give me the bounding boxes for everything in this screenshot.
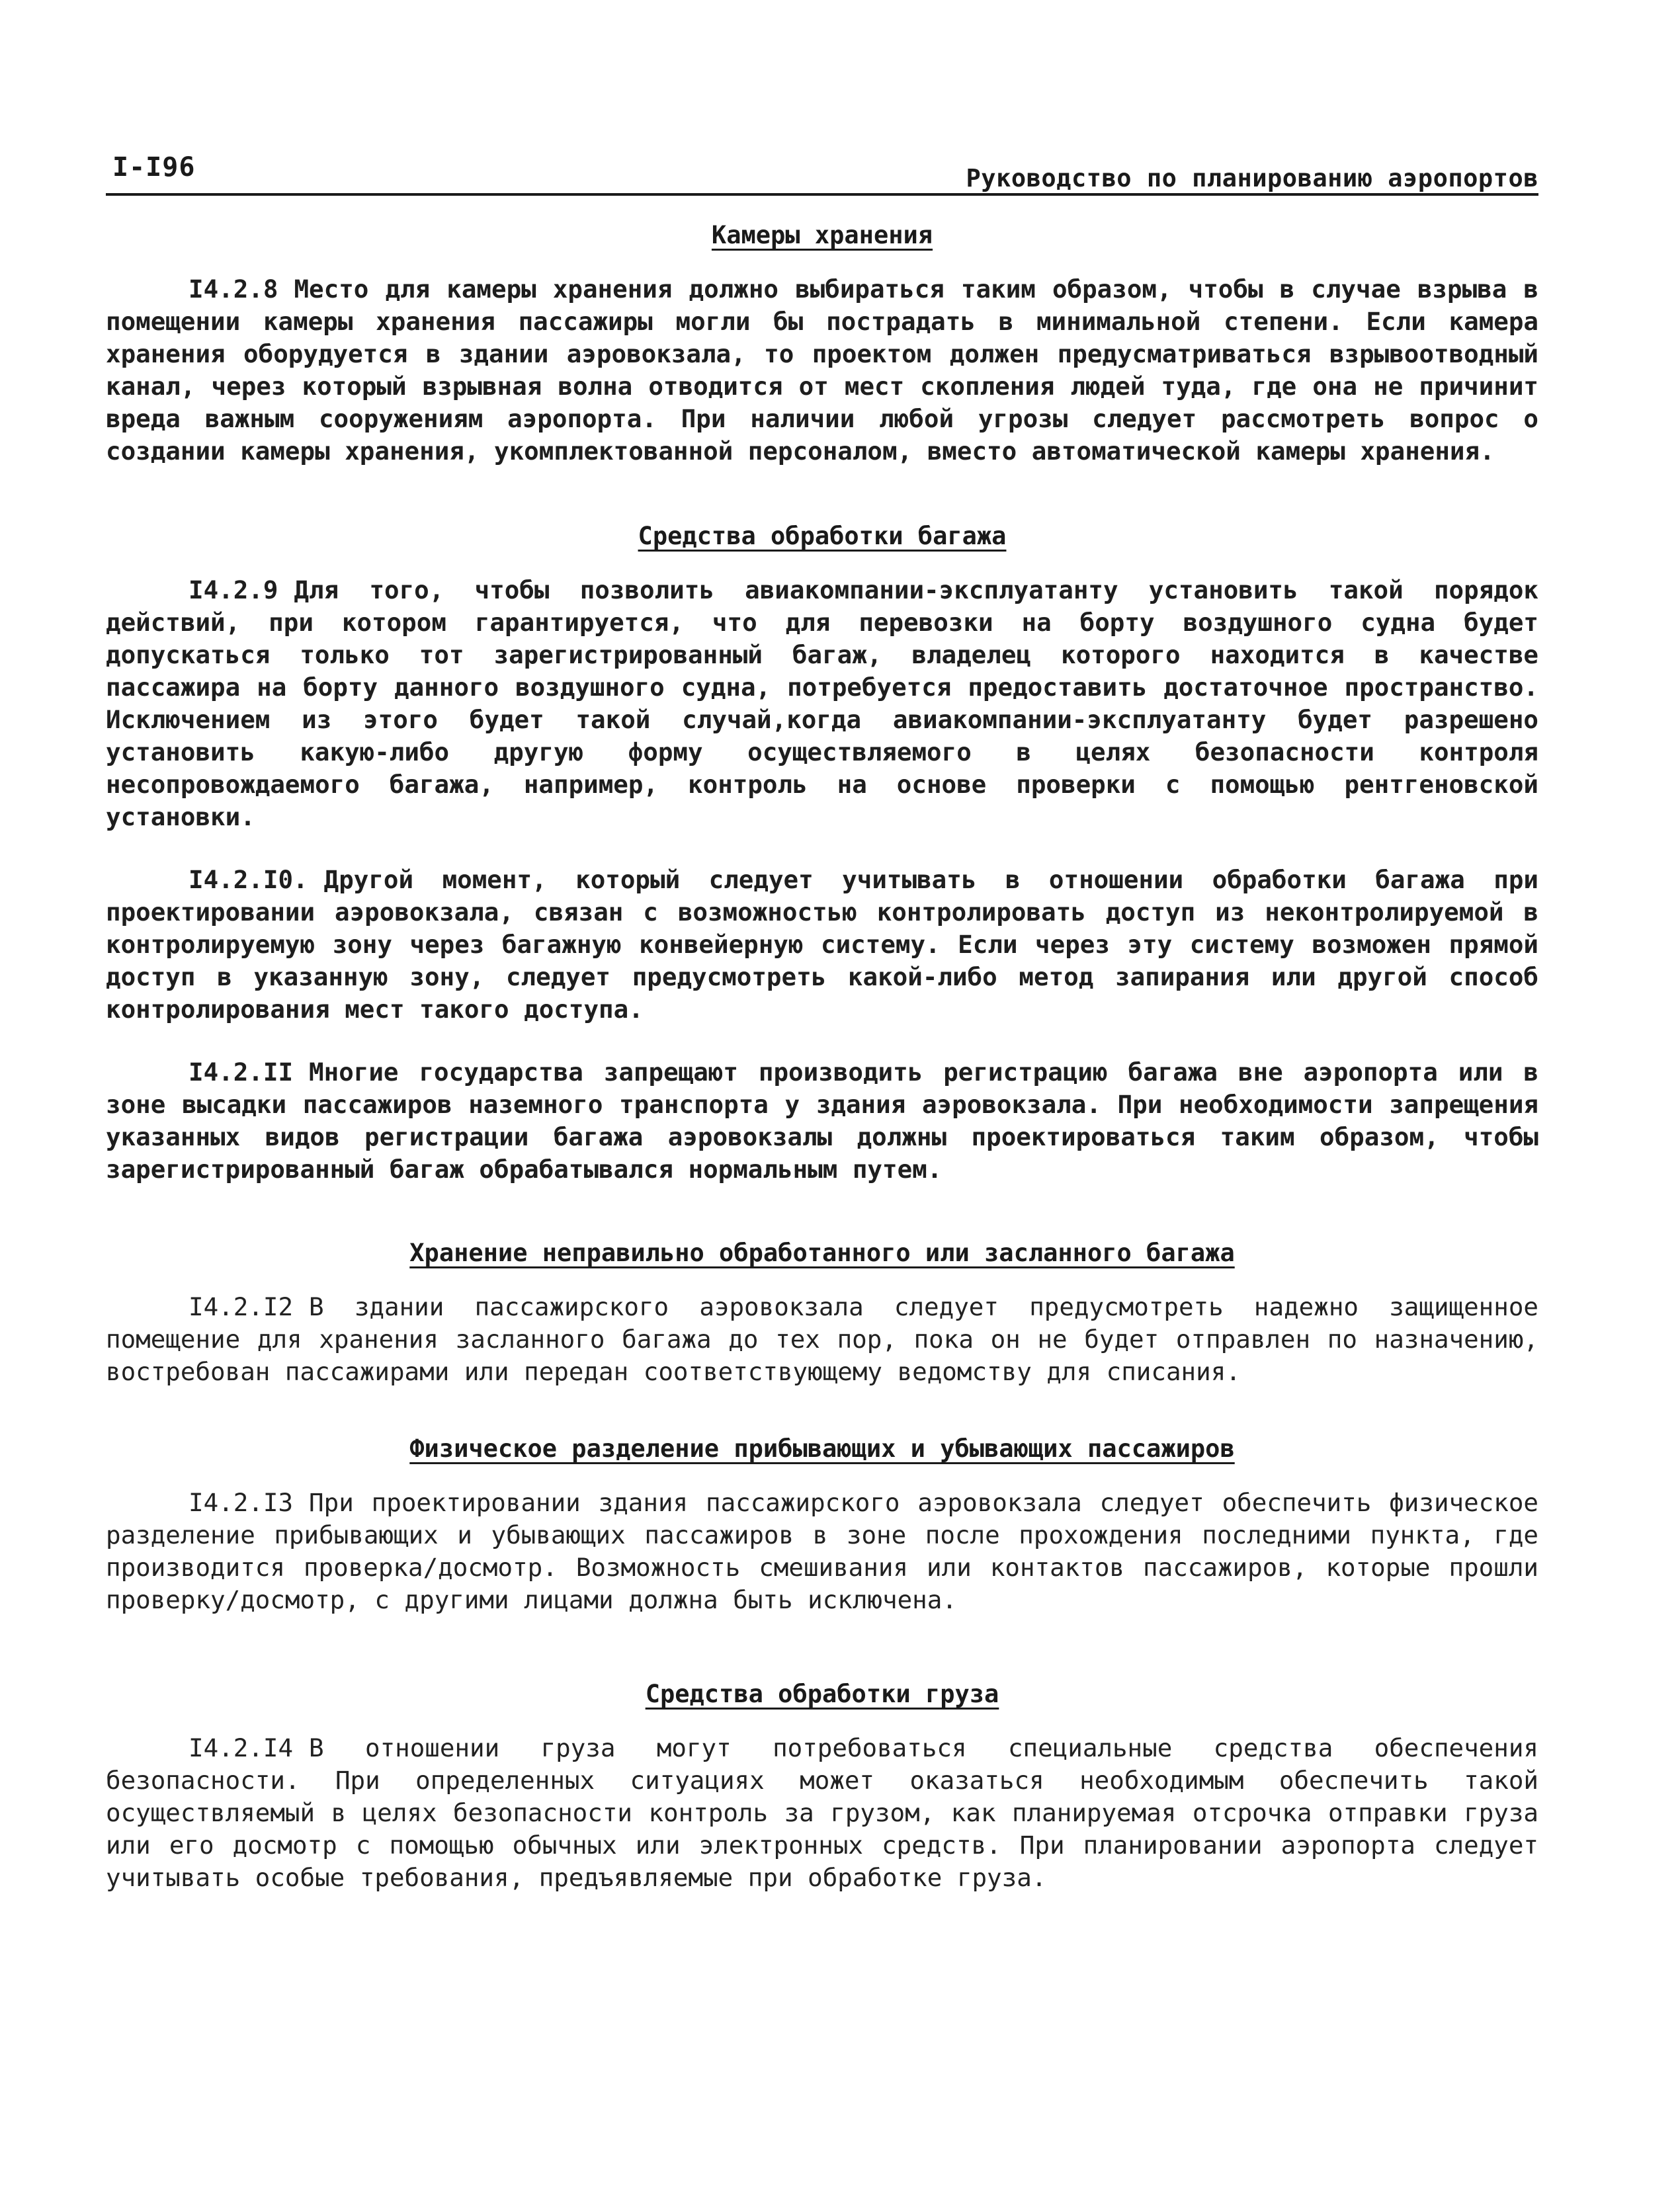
running-title: Руководство по планированию аэропортов xyxy=(966,164,1538,192)
paragraph-text: При проектировании здания пассажирского аэровокзала следует обеспечить физическое разделение прибывающих и убывающих пассажиров в зоне после прохождения последними пункта, где производится проверка/досмотр. Возможность смешивания или контактов пассажиров, которые прошли проверку/досмотр, с другими лицами должна быть исключена. xyxy=(106,1488,1538,1614)
paragraph-14-2-12 xyxy=(106,1291,1538,1388)
paragraph-text: Другой момент, который следует учитывать в отношении обработки багажа при проектировании аэровокзала, связан с возможностью контролировать доступ из неконтролируемой в контролируемую зону через багажную конвейерную систему. Если через эту систему возможен прямой доступ в указанную зону, следует предусмотреть какой-либо метод запирания или другой способ контролирования мест такого доступа. xyxy=(106,865,1538,1024)
section-title-mishandled-baggage: Хранение неправильно обработанного или засланного багажа xyxy=(409,1239,1235,1267)
paragraph-14-2-11 xyxy=(106,1056,1538,1186)
section-title-storage: Камеры хранения xyxy=(711,221,933,249)
page-header xyxy=(106,152,1538,196)
paragraph-number: I4.2.I4 xyxy=(189,1733,294,1762)
paragraph-text: Место для камеры хранения должно выбираться таким образом, чтобы в случае взрыва в помещении камеры хранения пассажиры могли бы пострадать в минимальной степени. Если камера хранения оборудуется в здании аэровокзала, то проектом должен предусматриваться взрывоотводный канал, через который взрывная волна отводится от мест скопления людей туда, где она не причинит вреда важным сооружениям аэропорта. При наличии любой угрозы следует рассмотреть вопрос о создании камеры хранения, укомплектованной персоналом, вместо автоматической камеры хранения. xyxy=(106,274,1538,466)
paragraph-number: I4.2.8 xyxy=(189,274,278,304)
paragraph-number: I4.2.I3 xyxy=(189,1488,294,1517)
paragraph-number: I4.2.II xyxy=(189,1057,294,1087)
paragraph-text: В отношении груза могут потребоваться специальные средства обеспечения безопасности. При определенных ситуациях может оказаться необходимым обеспечить такой осуществляемый в целях безопасности контроль за грузом, как планируемая отсрочка отправки груза или его досмотр с помощью обычных или электронных средств. При планировании аэропорта следует учитывать особые требования, предъявляемые при обработке груза. xyxy=(106,1733,1538,1892)
paragraph-number: I4.2.9 xyxy=(189,575,278,604)
paragraph-number: I4.2.I0. xyxy=(189,865,308,894)
paragraph-text: Для того, чтобы позволить авиакомпании-эксплуатанту установить такой порядок действий, при котором гарантируется, что для перевозки на борту воздушного судна будет допускаться только тот зарегистрированный багаж, владелец которого находится в качестве пассажира на борту данного воздушного судна, потребуется предоставить достаточное пространство. Исключением из этого будет такой случай,когда авиакомпании-эксплуатанту будет разрешено установить какую-либо другую форму осуществляемого в целях безопасности контроля несопровождаемого багажа, например, контроль на основе проверки с помощью рентгеновской установки. xyxy=(106,575,1538,831)
section-title-baggage-handling: Средства обработки багажа xyxy=(638,522,1007,550)
page-number: I-I96 xyxy=(112,152,196,183)
document-page xyxy=(106,152,1538,1894)
paragraph-text: Многие государства запрещают производить регистрацию багажа вне аэропорта или в зоне высадки пассажиров наземного транспорта у здания аэровокзала. При необходимости запрещения указанных видов регистрации багажа аэровокзалы должны проектироваться таким образом, чтобы зарегистрированный багаж обрабатывался нормальным путем. xyxy=(106,1057,1538,1184)
section-title-passenger-separation: Физическое разделение прибывающих и убывающих пассажиров xyxy=(409,1434,1235,1463)
paragraph-14-2-9 xyxy=(106,574,1538,833)
paragraph-14-2-13 xyxy=(106,1487,1538,1616)
paragraph-14-2-8 xyxy=(106,273,1538,468)
paragraph-14-2-10 xyxy=(106,864,1538,1026)
paragraph-number: I4.2.I2 xyxy=(189,1292,294,1321)
paragraph-14-2-14 xyxy=(106,1732,1538,1894)
section-title-cargo-handling: Средства обработки груза xyxy=(645,1680,999,1708)
paragraph-text: В здании пассажирского аэровокзала следует предусмотреть надежно защищенное помещение для хранения засланного багажа до тех пор, пока он не будет отправлен по назначению, востребован пассажирами или передан соответствующему ведомству для списания. xyxy=(106,1292,1538,1386)
